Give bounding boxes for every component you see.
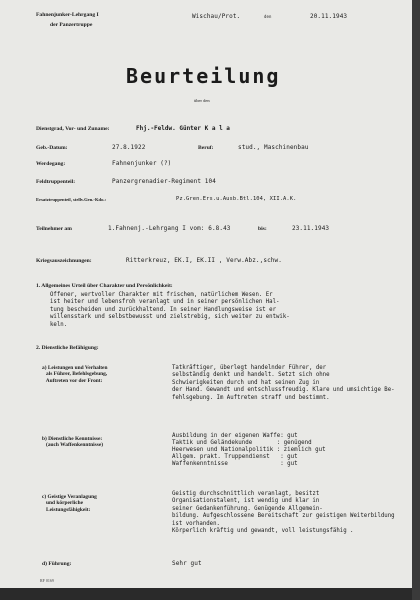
scan-edge-right — [412, 0, 420, 600]
header-course-line1: Fahnenjunker-Lehrgang I — [36, 12, 99, 18]
section2a-label: a) Leistungen und Verhalten als Führer, Befehlsgebung, Auftreten vor der Front: — [42, 365, 108, 384]
section1-text: Offener, wertvoller Charakter mit frischem, natürlichem Wesen. Er ist heiter und lebensfroh veranlagt und in seiner persönlichen Hal- tung bescheiden und zurückhaltend. In seiner Handlungsweise ist er willensstark und selbstbewusst und zielstrebig, sich weiter zu entwik- keln. — [50, 292, 290, 328]
field-werdegang-label: Werdegang: — [36, 161, 66, 167]
section2c-text: Geistig durchschnittlich veranlagt, besitzt Organisationstalent, ist wendig und klar in seiner Gedankenführung. Genügende Allgemein- bildung. Aufgeschlossene Bereitschaft zur geistigen Weiterbildung ist vorhanden. Körperlich kräftig und gewandt, voll leistungsfähig . — [172, 491, 395, 535]
field-bis-value: 23.11.1943 — [292, 225, 330, 232]
section2d-value: Sehr gut — [172, 560, 202, 567]
field-beruf-value: stud., Maschinenbau — [238, 144, 309, 151]
field-name-label: Dienstgrad, Vor- und Zuname: — [36, 126, 110, 132]
field-dob-value: 27.8.1922 — [112, 144, 146, 151]
field-kriegsauszeichnungen-label: Kriegsauszeichnungen: — [36, 258, 92, 264]
section2b-label: b) Dienstliche Kenntnisse: (auch Waffenkenntnisse) — [42, 436, 104, 449]
header-place: Wischau/Prot. — [192, 13, 241, 20]
field-beruf-label: Beruf: — [198, 145, 214, 151]
header-date-prefix: den — [264, 14, 272, 19]
field-ersatztruppenteil-value: Pz.Gren.Ers.u.Ausb.Btl.104, XII.A.K. — [176, 196, 297, 202]
field-teilnehmer-value: 1.Fahnenj.-Lehrgang I vom: 6.8.43 — [108, 225, 231, 232]
field-dob-label: Geb.-Datum: — [36, 145, 68, 151]
field-kriegsauszeichnungen-value: Ritterkreuz, EK.I, EK.II , Verw.Abz.,schw. — [126, 257, 282, 264]
footer-mark: RF 0169 — [40, 578, 54, 583]
field-name-value: Fhj.-Feldw. Günter K a l a — [136, 125, 230, 132]
section2c-label: c) Geistige Veranlagung und körperliche Leistungsfähigkeit: — [42, 494, 97, 513]
field-ersatztruppenteil-label: Ersatztruppenteil, stellv.Gen.-Kdo.: — [36, 197, 107, 202]
section2a-text: Tatkräftiger, überlegt handelnder Führer, der selbständig denkt und handelt. Setzt sich ohne Schwierigkeiten durch und hat seinen Zug in der Hand. Gewandt und entschlussfreudig. Klare und umsichtige Be- fehlsgebung. Im Auftreten straff und bestimmt. — [172, 365, 395, 401]
section1-heading: 1. Allgemeines Urteil über Charakter und Persönlichkeit: — [36, 283, 173, 289]
header-date: 20.11.1943 — [310, 13, 348, 20]
section2-heading: 2. Dienstliche Befähigung: — [36, 345, 99, 351]
field-bis-label: bis: — [258, 226, 267, 232]
header-course-line2: der Panzertruppe — [50, 22, 93, 28]
field-feldtruppenteil-label: Feldtruppenteil: — [36, 179, 76, 185]
subtitle: über den — [194, 98, 210, 103]
section2b-text: Ausbildung in der eigenen Waffe: gut Taktik und Geländekunde : genügend Heerwesen und Nationalpolitik : ziemlich gut Allgem. prakt. Truppendienst : gut Waffenkenntnisse : gut — [172, 433, 326, 467]
scan-edge-bottom — [0, 588, 420, 600]
field-werdegang-value: Fahnenjunker (?) — [112, 160, 172, 167]
field-teilnehmer-label: Teilnehmer am — [36, 226, 72, 232]
page-title: Beurteilung — [126, 64, 281, 88]
section2d-label: d) Führung: — [42, 561, 72, 567]
field-feldtruppenteil-value: Panzergrenadier-Regiment 104 — [112, 178, 216, 185]
